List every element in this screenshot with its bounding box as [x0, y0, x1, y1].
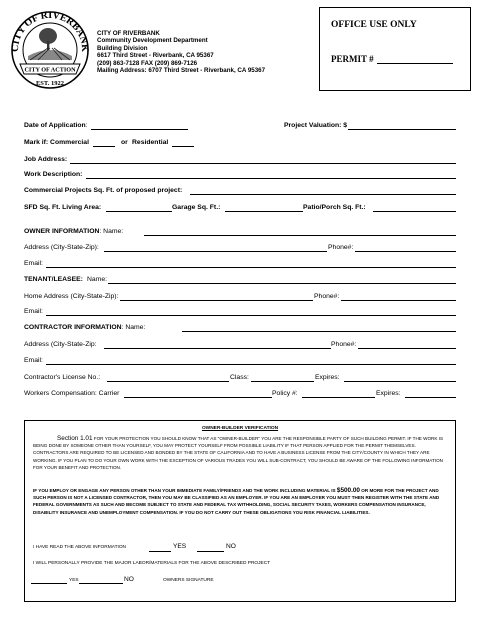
contractor-name-field[interactable]	[182, 331, 456, 332]
work-description-field[interactable]	[86, 178, 456, 179]
verification-paragraph-1: Section 1.01 FOR YOUR PROTECTION YOU SHOULD KNOW THAT AS "OWNER-BUILDER" YOU ARE THE RESPONSIBLE PARTY OF SUCH BUILDING PERMIT. IF THE WORK IS BEING DONE BY SOMEONE OTHER THAN YOURSELF, YOU MAY PROTECT YOURSELF FROM POSSIBLE LIABILITY IF THAT PERSON APPLIED FOR THE PERMIT THEMSELVES. CONTRACTORS ARE REQUIRED TO BE LICENSED AND BONDED BY THE STATE OF CALIFORNIA AND TO HAVE A BUSINESS LICENSE FROM THE CITY/COUNTY IN WHICH THEY ARE WORKING. IF YOU PLAN TO DO YOUR OWN WORK WITH THE EXCEPTION OF VARIOUS TRADES YOU WILL SUB-CONTRACT, YOU SHOULD BE AWARE OF THE FOLLOWING INFORMATION FOR YOUR BENEFIT AND PROTECTION.	[33, 435, 444, 470]
owner-address-field[interactable]	[104, 251, 327, 252]
tenant-phone-label: Phone#:	[314, 293, 340, 300]
owner-email-label: Email:	[24, 260, 43, 267]
provide-yes-field[interactable]	[31, 583, 67, 584]
owner-name-label: OWNER INFORMATION: Name:	[24, 228, 124, 235]
project-valuation-field[interactable]	[348, 129, 456, 130]
residential-label: Residential	[132, 139, 169, 146]
phone-fax: (209) 863-7128 FAX (209) 869-7126	[97, 59, 198, 67]
tenant-name-label: Name:	[87, 276, 108, 283]
license-expires-field[interactable]	[344, 381, 456, 382]
contractor-address-field[interactable]	[104, 348, 331, 349]
mailing-address: Mailing Address: 6707 Third Street - Riverbank, CA 95367	[97, 67, 266, 75]
seal-ribbon-text: CITY OF ACTION	[24, 66, 76, 74]
contractor-email-label: Email:	[24, 357, 43, 364]
mark-if-commercial-label: Mark if: Commercial	[24, 139, 89, 146]
sfd-sqft-field[interactable]	[106, 211, 172, 212]
project-valuation-label: Project Valuation: $	[284, 122, 348, 129]
owner-builder-verification-box	[24, 420, 456, 602]
seal-top-text: CITY OF RIVERBANK	[9, 9, 91, 53]
policy-field[interactable]	[302, 397, 375, 398]
class-field[interactable]	[251, 381, 314, 382]
or-label: or	[121, 139, 128, 146]
license-label: Contractor's License No.:	[24, 374, 101, 381]
policy-label: Policy #:	[272, 390, 298, 397]
patio-sqft-field[interactable]	[373, 211, 456, 212]
commercial-sqft-field[interactable]	[190, 194, 456, 195]
tenant-email-label: Email:	[24, 308, 43, 315]
provide-labor-label: I WILL PERSONALLY PROVIDE THE MAJOR LABOR/MATERIALS FOR THE ABOVE DESCRIBED PROJECT	[33, 561, 271, 566]
read-no-label: NO	[226, 543, 236, 550]
department-header	[97, 30, 265, 74]
date-of-application-label: Date of Application:	[24, 122, 88, 129]
provide-yes-label: YES	[69, 578, 79, 583]
provide-no-label: NO	[124, 576, 134, 583]
policy-expires-field[interactable]	[405, 397, 456, 398]
owner-phone-field[interactable]	[355, 251, 456, 252]
read-information-label: I HAVE READ THE ABOVE INFORMATION	[33, 545, 127, 550]
division-name: Building Division	[97, 44, 148, 52]
contractor-address-label: Address (City-State-Zip:	[24, 341, 97, 348]
permit-number-label: PERMIT #	[331, 54, 374, 64]
tenant-address-label: Home Address (City-State-Zip):	[24, 293, 119, 300]
tenant-email-field[interactable]	[46, 315, 456, 316]
read-yes-label: YES	[173, 543, 187, 550]
city-name: CITY OF RIVERBANK	[97, 30, 160, 37]
patio-sqft-label: Patio/Porch Sq. Ft.:	[303, 204, 366, 211]
job-address-label: Job Address:	[24, 156, 68, 163]
garage-sqft-field[interactable]	[225, 211, 303, 212]
license-field[interactable]	[107, 381, 229, 382]
sfd-sqft-label: SFD Sq. Ft. Living Area:	[24, 204, 102, 211]
contractor-phone-label: Phone#:	[331, 341, 357, 348]
garage-sqft-label: Garage Sq. Ft.:	[172, 204, 221, 211]
policy-expires-label: Expires:	[376, 390, 401, 397]
verification-paragraph-2: IF YOU EMPLOY OR ENGAGE ANY PERSON OTHER THAN YOUR IMMEDIATE FAMILY/FRIENDS AND THE WORK INCLUDING MATERIAL IS $500.00 OR MORE FOR THE PROJECT AND SUCH PERSON IS NOT A LICENSED CONTRACTOR, THEN YOU MAY BE CLASSIFIED AS AN EMPLOYER. IF YOU ARE AN EMPLOYER YOU MUST THEN REGISTER WITH THE STATE AND FEDERAL GOVERNMENTS AS SUCH AND BECOME SUBJECT TO STATE AND FEDERAL TAX WITHHOLDING, SOCIAL SECURITY TAXES, WORKERS COMPENSATION INSURANCE, DISABILITY INSURANCE AND UNEMPLOYMENT COMPENSATION. IF YOU DO NOT CARRY OUT THESE OBLIGATIONS YOU RISK FINANCIAL LIABILITIES.	[33, 487, 440, 515]
contractor-name-label: CONTRACTOR INFORMATION: Name:	[24, 324, 146, 331]
read-no-field[interactable]	[197, 551, 224, 552]
workers-comp-field[interactable]	[124, 397, 272, 398]
seal-est-text: EST. 1922	[35, 80, 65, 87]
city-seal-logo	[8, 8, 92, 94]
residential-checkbox-field[interactable]	[172, 146, 194, 147]
verification-title: OWNER-BUILDER VERIFICATION	[201, 426, 279, 431]
owner-email-field[interactable]	[46, 267, 456, 268]
office-use-title: OFFICE USE ONLY	[331, 20, 417, 30]
street-address: 6617 Third Street - Riverbank, CA 95367	[97, 52, 214, 60]
job-address-field[interactable]	[70, 163, 456, 164]
commercial-sqft-label: Commercial Projects Sq. Ft. of proposed project:	[24, 187, 183, 194]
department-name: Community Development Department	[97, 37, 208, 45]
provide-no-field[interactable]	[79, 583, 123, 584]
work-description-label: Work Description:	[24, 171, 83, 178]
owners-signature-label: OWNERS SIGNATURE	[163, 578, 214, 583]
office-use-box	[319, 7, 471, 91]
owner-phone-label: Phone#:	[328, 244, 354, 251]
tenant-phone-field[interactable]	[341, 300, 456, 301]
workers-comp-label: Workers Compensation: Carrier	[24, 390, 120, 397]
tenant-address-field[interactable]	[120, 300, 313, 301]
class-label: Class:	[230, 374, 249, 381]
owner-name-field[interactable]	[144, 235, 456, 236]
tenant-label: TENANT/LEASEE:	[24, 276, 83, 283]
permit-number-field[interactable]	[377, 63, 453, 64]
read-yes-field[interactable]	[149, 551, 171, 552]
tenant-name-field[interactable]	[108, 283, 456, 284]
contractor-phone-field[interactable]	[358, 348, 456, 349]
owner-address-label: Address (City-State-Zip):	[24, 244, 99, 251]
license-expires-label: Expires:	[315, 374, 340, 381]
commercial-checkbox-field[interactable]	[93, 146, 115, 147]
contractor-email-field[interactable]	[46, 364, 456, 365]
date-of-application-field[interactable]	[91, 129, 188, 130]
